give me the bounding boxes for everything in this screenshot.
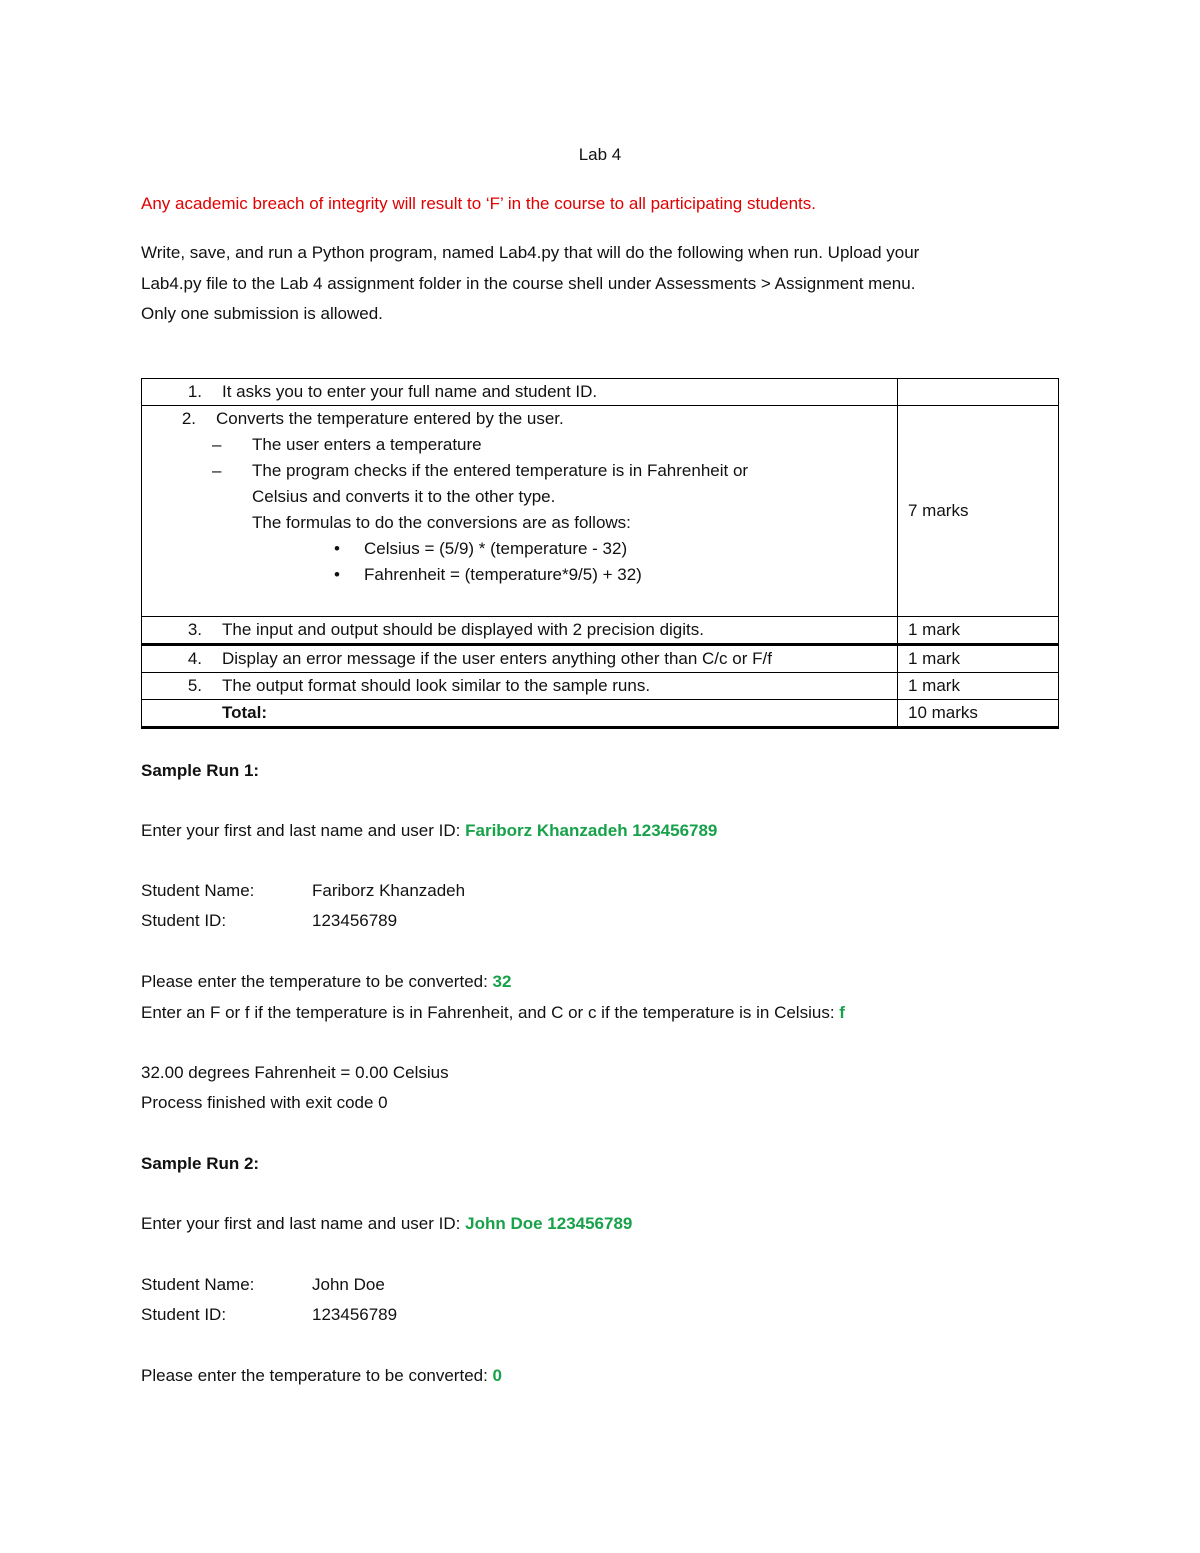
rubric-requirement (142, 406, 898, 617)
run1-student-name-line (141, 881, 465, 901)
item-text: The input and output should be displayed with 2 precision digits. (222, 620, 704, 639)
total-label: Total: (222, 703, 268, 722)
rubric-total-row (142, 700, 1059, 728)
rubric-table (141, 378, 1059, 729)
page-title: Lab 4 (578, 145, 622, 164)
user-input: f (839, 1003, 845, 1022)
dash-bullet-icon: – (212, 461, 222, 480)
student-name-value: John Doe (312, 1275, 385, 1294)
student-id-label: Student ID: (141, 911, 227, 930)
user-input: 32 (492, 972, 512, 991)
sub-item-text: The program checks if the entered temperature is in Fahrenheit or (252, 461, 749, 480)
prompt-text: Please enter the temperature to be converted: (141, 1366, 493, 1385)
run1-unit-prompt-line (141, 1003, 845, 1023)
intro-line-3: Only one submission is allowed. (141, 304, 383, 323)
prompt-text: Enter your first and last name and user ID: (141, 821, 466, 840)
rubric-total-marks: 10 marks (898, 700, 1059, 728)
bullet-icon: • (334, 565, 340, 584)
rubric-requirement (142, 645, 898, 673)
student-name-label: Student Name: (141, 881, 255, 900)
run1-name-prompt-line (141, 821, 717, 841)
item-number: 2. (181, 409, 196, 428)
item-number: 5. (187, 676, 202, 695)
rubric-marks: 7 marks (898, 406, 1059, 617)
run1-temp-prompt-line (141, 972, 511, 992)
formula-text: Celsius = (5/9) * (temperature - 32) (364, 539, 628, 558)
rubric-requirement (142, 617, 898, 645)
item-text: The output format should look similar to the sample runs. (222, 676, 651, 695)
rubric-row (142, 673, 1059, 700)
sub-item-text: The user enters a temperature (252, 435, 482, 454)
rubric-marks: 1 mark (898, 645, 1059, 673)
rubric-marks: 1 mark (898, 617, 1059, 645)
item-text: Converts the temperature entered by the user. (216, 409, 564, 428)
rubric-row (142, 645, 1059, 673)
sample-run-2-heading: Sample Run 2: (141, 1154, 260, 1173)
student-name-value: Fariborz Khanzadeh (312, 881, 466, 900)
user-input: John Doe 123456789 (465, 1214, 633, 1233)
item-number: 4. (187, 649, 202, 668)
sample-run-1-heading: Sample Run 1: (141, 761, 260, 780)
rubric-row (142, 406, 1059, 617)
rubric-row (142, 379, 1059, 406)
rubric-marks: 1 mark (898, 673, 1059, 700)
rubric-row (142, 617, 1059, 645)
sub-item-text: The formulas to do the conversions are as follows: (252, 513, 631, 532)
student-id-value: 123456789 (312, 911, 398, 930)
student-name-label: Student Name: (141, 1275, 255, 1294)
prompt-text: Enter an F or f if the temperature is in Fahrenheit, and C or c if the temperature is in Celsius: (141, 1003, 840, 1022)
item-text: Display an error message if the user enters anything other than C/c or F/f (222, 649, 772, 668)
run1-exit-line: Process finished with exit code 0 (141, 1093, 388, 1112)
intro-line-2: Lab4.py file to the Lab 4 assignment folder in the course shell under Assessments > Assignment menu. (141, 274, 916, 293)
sub-item-text: Celsius and converts it to the other type. (252, 487, 556, 506)
dash-bullet-icon: – (212, 435, 222, 454)
user-input: 0 (492, 1366, 503, 1385)
item-number: 1. (187, 382, 202, 401)
integrity-warning: Any academic breach of integrity will result to ‘F’ in the course to all participating students. (141, 194, 816, 213)
run1-student-id-line (141, 911, 397, 931)
student-id-value: 123456789 (312, 1305, 398, 1324)
rubric-total-label-cell (142, 700, 898, 728)
formula-text: Fahrenheit = (temperature*9/5) + 32) (364, 565, 642, 584)
prompt-text: Please enter the temperature to be converted: (141, 972, 493, 991)
run2-student-name-line (141, 1275, 385, 1295)
run2-temp-prompt-line (141, 1366, 502, 1386)
run1-result-line: 32.00 degrees Fahrenheit = 0.00 Celsius (141, 1063, 449, 1082)
user-input: Fariborz Khanzadeh 123456789 (465, 821, 718, 840)
run2-name-prompt-line (141, 1214, 632, 1234)
student-id-label: Student ID: (141, 1305, 227, 1324)
bullet-icon: • (334, 539, 340, 558)
item-text: It asks you to enter your full name and student ID. (222, 382, 598, 401)
rubric-marks (898, 379, 1059, 406)
item-number: 3. (187, 620, 202, 639)
run2-student-id-line (141, 1305, 397, 1325)
rubric-requirement (142, 673, 898, 700)
intro-line-1: Write, save, and run a Python program, named Lab4.py that will do the following when run. Upload your (141, 243, 920, 262)
prompt-text: Enter your first and last name and user ID: (141, 1214, 466, 1233)
rubric-requirement (142, 379, 898, 406)
